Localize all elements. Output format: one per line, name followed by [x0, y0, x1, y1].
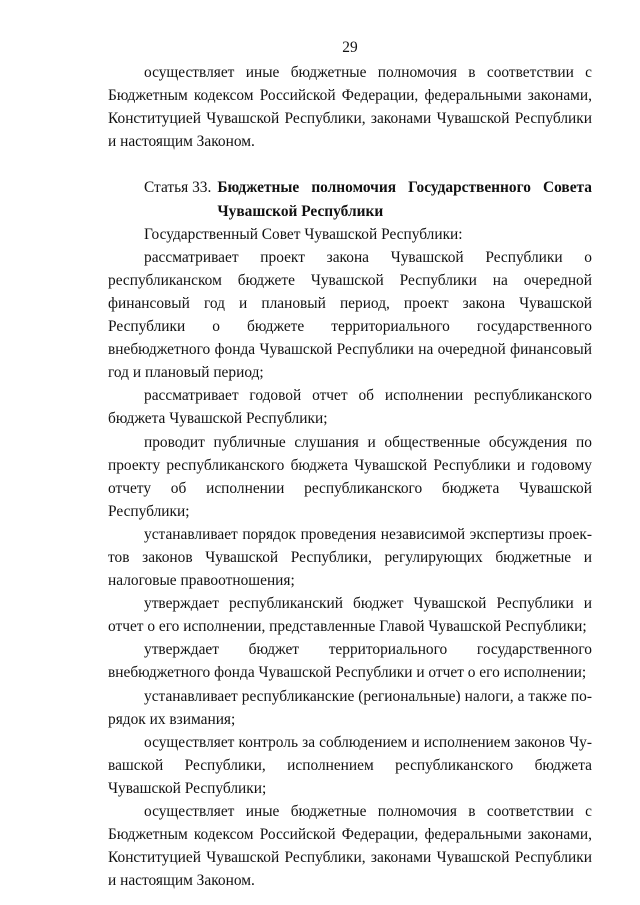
spacer — [108, 153, 592, 176]
list-item: устанавливает порядок проведения независимой экспертизы проектов законов Чувашской Республики, регулирующих бюджетные и налоговые правоотношения; — [108, 525, 592, 590]
list-item: утверждает республиканский бюджет Чувашской Республики и отчет о его исполнении, представленные Главой Чувашской Республики; — [108, 595, 592, 636]
list-item: осуществляет иные бюджетные полномочия в соответствии с Бюджетным кодексом Российской Федерации, федеральными законами, Конституцией Чувашской Республики, законами Чувашской Республики и настоящим Законом. — [108, 803, 592, 890]
article-heading — [108, 176, 592, 222]
article-title: Бюджетные полномочия Государственного Совета Чувашской Республики — [217, 179, 592, 220]
lead-in-paragraph: Государственный Совет Чувашской Республики: — [144, 225, 463, 243]
intro-paragraph: осуществляет иные бюджетные полномочия в соответствии с Бюджетным кодексом Российской Федерации, федеральными законами, Конституцией Чувашской Республики, законами Чувашской Республики и настоящим Законом. — [108, 64, 592, 151]
list-item: рассматривает проект закона Чувашской Республики о республиканском бюджете Чувашской Республики на очередной финансовый год и плановый период, проект закона Чувашской Республики о бюджете территориального государственного внебюджетного фонда Чувашской Республики на очередной финансовый год и плановый период; — [108, 248, 592, 382]
list-item: осуществляет контроль за соблюдением и исполнением законов Чувашской Республики, исполнением республиканского бюджета Чувашской Республики; — [108, 733, 592, 797]
article-number: Статья 33. — [144, 179, 212, 197]
list-item: рассматривает годовой отчет об исполнении республиканского бюджета Чувашской Республики; — [108, 387, 592, 428]
list-item: утверждает бюджет территориального государственного внебюджетного фонда Чувашской Республики и отчет о его исполнении; — [108, 641, 592, 682]
list-item: устанавливает республиканские (региональные) налоги, а также порядок их взимания; — [108, 687, 592, 728]
list-item: проводит публичные слушания и общественные обсуждения по проекту республиканского бюджета Чувашской Республики и годовому отчету об исполнении республиканского бюджета Чувашской Республики; — [108, 433, 592, 520]
page-number: 29 — [342, 39, 358, 56]
